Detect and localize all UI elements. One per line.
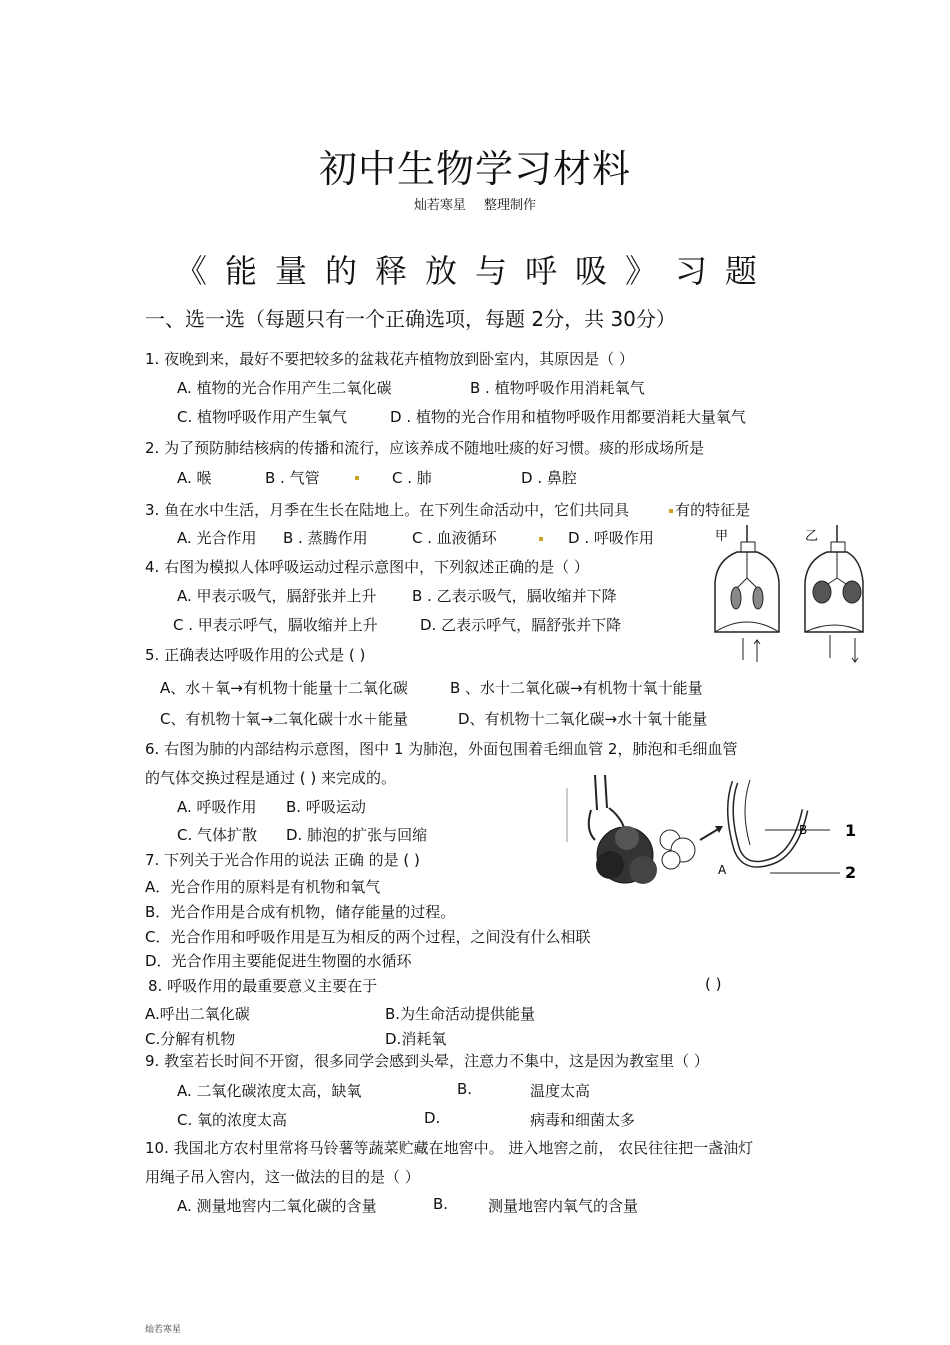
highlight-mark xyxy=(669,509,673,513)
breathing-model-figure xyxy=(705,520,865,670)
question-10-line-2: 用绳子吊入窖内，这一做法的目的是（ ） xyxy=(145,1168,420,1186)
worksheet-title: 《能量的释放与呼吸》习题 xyxy=(174,252,775,290)
q5-option-d: D、有机物十二氧化碳→水十氧十能量 xyxy=(458,710,708,728)
q9-option-b-letter: B. xyxy=(457,1080,473,1098)
question-8-answer-bracket: ( ) xyxy=(705,975,722,993)
question-5: 5. 正确表达呼吸作用的公式是 ( ) xyxy=(145,646,366,664)
q6-option-b: B. 呼吸运动 xyxy=(286,798,366,816)
figure-label-b: B xyxy=(799,823,808,837)
figure-label-yi: 乙 xyxy=(805,529,819,544)
q2-option-d: D . 鼻腔 xyxy=(521,469,577,487)
q3-option-c: C . 血液循环 xyxy=(412,529,497,547)
q9-option-d-letter: D. xyxy=(424,1109,441,1127)
highlight-mark xyxy=(355,476,359,480)
question-6-line-2: 的气体交换过程是通过 ( ) 来完成的。 xyxy=(145,769,397,787)
q3-option-a: A. 光合作用 xyxy=(177,529,257,547)
q7-option-a: A．光合作用的原料是有机物和氧气 xyxy=(145,878,381,896)
question-3-part-a: 3. 鱼在水中生活，月季在生长在陆地上。在下列生命活动中，它们共同具 xyxy=(145,501,630,519)
question-6-line-1: 6. 右图为肺的内部结构示意图，图中 1 为肺泡，外面包围着毛细血管 2，肺泡和毛细血管 xyxy=(145,740,738,758)
q1-option-b: B . 植物呼吸作用消耗氧气 xyxy=(470,379,645,397)
q7-option-c: C．光合作用和呼吸作用是互为相反的两个过程，之间没有什么相联 xyxy=(145,928,591,946)
footer-mark: 灿若寒星 xyxy=(145,1325,182,1335)
q6-option-c: C. 气体扩散 xyxy=(177,826,258,844)
q7-option-d: D．光合作用主要能促进生物圈的水循环 xyxy=(145,952,412,970)
figure-label-jia: 甲 xyxy=(715,529,729,544)
q10-option-b-text: 测量地窖内氧气的含量 xyxy=(488,1197,639,1215)
highlight-mark xyxy=(539,537,543,541)
q5-option-c: C、有机物十氧→二氧化碳十水＋能量 xyxy=(160,710,409,728)
q9-option-a: A. 二氧化碳浓度太高，缺氧 xyxy=(177,1082,362,1100)
question-4: 4. 右图为模拟人体呼吸运动过程示意图中，下列叙述正确的是（ ） xyxy=(145,558,589,576)
q6-option-a: A. 呼吸作用 xyxy=(177,798,257,816)
alveolus-figure xyxy=(565,770,865,900)
q2-option-b: B . 气管 xyxy=(265,469,320,487)
q9-option-d-text: 病毒和细菌太多 xyxy=(530,1111,636,1129)
q4-option-d: D. 乙表示呼气，膈舒张并下降 xyxy=(420,616,622,634)
q8-option-d: D.消耗氧 xyxy=(385,1030,447,1048)
q10-option-b-letter: B. xyxy=(433,1195,449,1213)
q8-option-c: C.分解有机物 xyxy=(145,1030,236,1048)
q2-option-c: C . 肺 xyxy=(392,469,432,487)
question-8: 8. 呼吸作用的最重要意义主要在于 xyxy=(148,977,378,995)
section-heading: 一、选一选（每题只有一个正确选项，每题 2分，共 30分） xyxy=(145,307,676,331)
figure-label-2: 2 xyxy=(845,863,857,882)
author-line: 灿若寒星 整理制作 xyxy=(413,198,537,213)
q3-option-b: B . 蒸腾作用 xyxy=(283,529,368,547)
q7-option-b: B．光合作用是合成有机物，储存能量的过程。 xyxy=(145,903,456,921)
q1-option-a: A. 植物的光合作用产生二氧化碳 xyxy=(177,379,392,397)
q10-option-a: A. 测量地窖内二氧化碳的含量 xyxy=(177,1197,377,1215)
q9-option-c: C. 氧的浓度太高 xyxy=(177,1111,288,1129)
q6-option-d: D. 肺泡的扩张与回缩 xyxy=(286,826,428,844)
q5-option-a: A、水＋氧→有机物十能量十二氧化碳 xyxy=(160,679,408,697)
question-7: 7. 下列关于光合作用的说法 正确 的是 ( ) xyxy=(145,851,420,869)
figure-label-1: 1 xyxy=(845,821,857,840)
question-3 xyxy=(145,499,750,520)
q2-option-a: A. 喉 xyxy=(177,469,212,487)
q4-option-a: A. 甲表示吸气，膈舒张并上升 xyxy=(177,587,377,605)
q4-option-b: B . 乙表示吸气，膈收缩并下降 xyxy=(412,587,617,605)
q8-option-b: B.为生命活动提供能量 xyxy=(385,1005,536,1023)
question-9: 9. 教室若长时间不开窗，很多同学会感到头晕，注意力不集中，这是因为教室里（ ） xyxy=(145,1052,709,1070)
q9-option-b-text: 温度太高 xyxy=(530,1082,591,1100)
q1-option-d: D . 植物的光合作用和植物呼吸作用都要消耗大量氧气 xyxy=(390,408,746,426)
q1-option-c: C. 植物呼吸作用产生氧气 xyxy=(177,408,348,426)
question-3-part-b: 有的特征是 xyxy=(675,501,751,519)
figure-label-a: A xyxy=(718,863,727,877)
page-title: 初中生物学习材料 xyxy=(318,147,631,191)
q4-option-c: C . 甲表示呼气，膈收缩并上升 xyxy=(173,616,378,634)
q5-option-b: B 、水十二氧化碳→有机物十氧十能量 xyxy=(450,679,703,697)
question-2: 2. 为了预防肺结核病的传播和流行，应该养成不随地吐痰的好习惯。痰的形成场所是 xyxy=(145,439,705,457)
question-1: 1. 夜晚到来，最好不要把较多的盆栽花卉植物放到卧室内，其原因是（ ） xyxy=(145,350,634,368)
q8-option-a: A.呼出二氧化碳 xyxy=(145,1005,250,1023)
q3-option-d: D . 呼吸作用 xyxy=(568,529,654,547)
question-10-line-1: 10. 我国北方农村里常将马铃薯等蔬菜贮藏在地窖中。 进入地窖之前， 农民往往把一盏油灯 xyxy=(145,1139,754,1157)
